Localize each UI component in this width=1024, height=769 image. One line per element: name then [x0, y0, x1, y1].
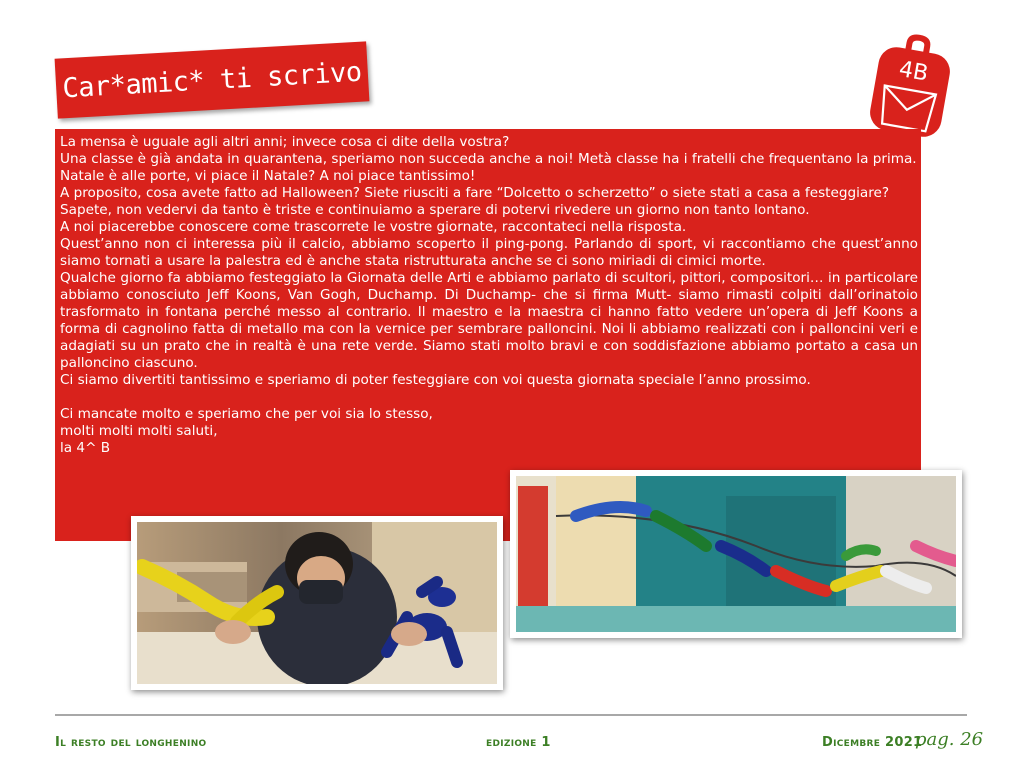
footer-publication: Il resto del longhenino [55, 735, 207, 750]
signoff-line: la 4^ B [60, 440, 111, 456]
spacer [60, 389, 918, 406]
letter-body [60, 134, 918, 457]
signoff-line: molti molti molti saluti, [60, 423, 218, 439]
footer-date: Dicembre 2021 [822, 735, 923, 750]
photo-child-image [137, 522, 497, 684]
letter-paragraph: Ci siamo divertiti tantissimo e speriamo di poter festeggiare con voi questa giornata speciale l’anno prossimo. [60, 372, 811, 388]
photo-balloon-garland [510, 470, 962, 638]
photo-child-with-balloon-dog [131, 516, 503, 690]
letter-paragraph: Qualche giorno fa abbiamo festeggiato la Giornata delle Arti e abbiamo parlato di scultori, pittori, compositori… in particolare abbiamo conosciuto Jeff Koons, Van Gogh, Duchamp. Di Duchamp- che si firma Mutt- siamo rimasti colpiti dall’orinatoio trasformato in fontana perché messo al contrario. Il maestro e la maestra ci hanno fatto vedere un’opera di Jeff Koons a forma di cagnolino fatta di metallo ma con la vernice per sembrare palloncini. Noi li abbiamo realizzati con i palloncini veri e adagiati su un prato che in realtà è una rete verde. Siamo stati molto bravi e con soddisfazione abbiamo portato a casa un palloncino ciascuno. [60, 270, 918, 371]
backpack-icon [860, 32, 960, 142]
letter-paragraph: A proposito, cosa avete fatto ad Halloween? Siete riusciti a fare “Dolcetto o scherzetto” o siete stati a casa a festeggiare? [60, 185, 890, 201]
signoff-line: Ci mancate molto e speriamo che per voi sia lo stesso, [60, 406, 433, 422]
footer-divider [55, 714, 967, 716]
letter-paragraph: Sapete, non vedervi da tanto è triste e continuiamo a sperare di potervi rivedere un giorno non tanto lontano. [60, 202, 810, 218]
letter-signoff [60, 406, 918, 457]
badge-label: 4B [897, 56, 931, 87]
section-title: Car*amic* ti scrivo [61, 56, 363, 104]
letter-paragraph: La mensa è uguale agli altri anni; invece cosa ci dite della vostra? [60, 134, 510, 150]
photo-garland-image [516, 476, 956, 632]
letter-paragraph: Quest’anno non ci interessa più il calcio, abbiamo scoperto il ping-pong. Parlando di sport, vi raccontiamo che quest’anno siamo tornati a usare la palestra ed è anche stata ristrutturata anche se ci sono miriadi di cimici morte. [60, 236, 918, 269]
letter-paragraph: A noi piacerebbe conoscere come trascorrete le vostre giornate, raccontateci nella risposta. [60, 219, 687, 235]
footer-page-number: pag. 26 [915, 729, 984, 750]
section-title-banner [55, 41, 370, 118]
footer-edition: edizione 1 [486, 735, 551, 750]
letter-paragraph: Una classe è già andata in quarantena, speriamo non succeda anche a noi! Metà classe ha i fratelli che frequentano la prima. [60, 151, 917, 167]
letter-paragraph: Natale è alle porte, vi piace il Natale? A noi piace tantissimo! [60, 168, 476, 184]
